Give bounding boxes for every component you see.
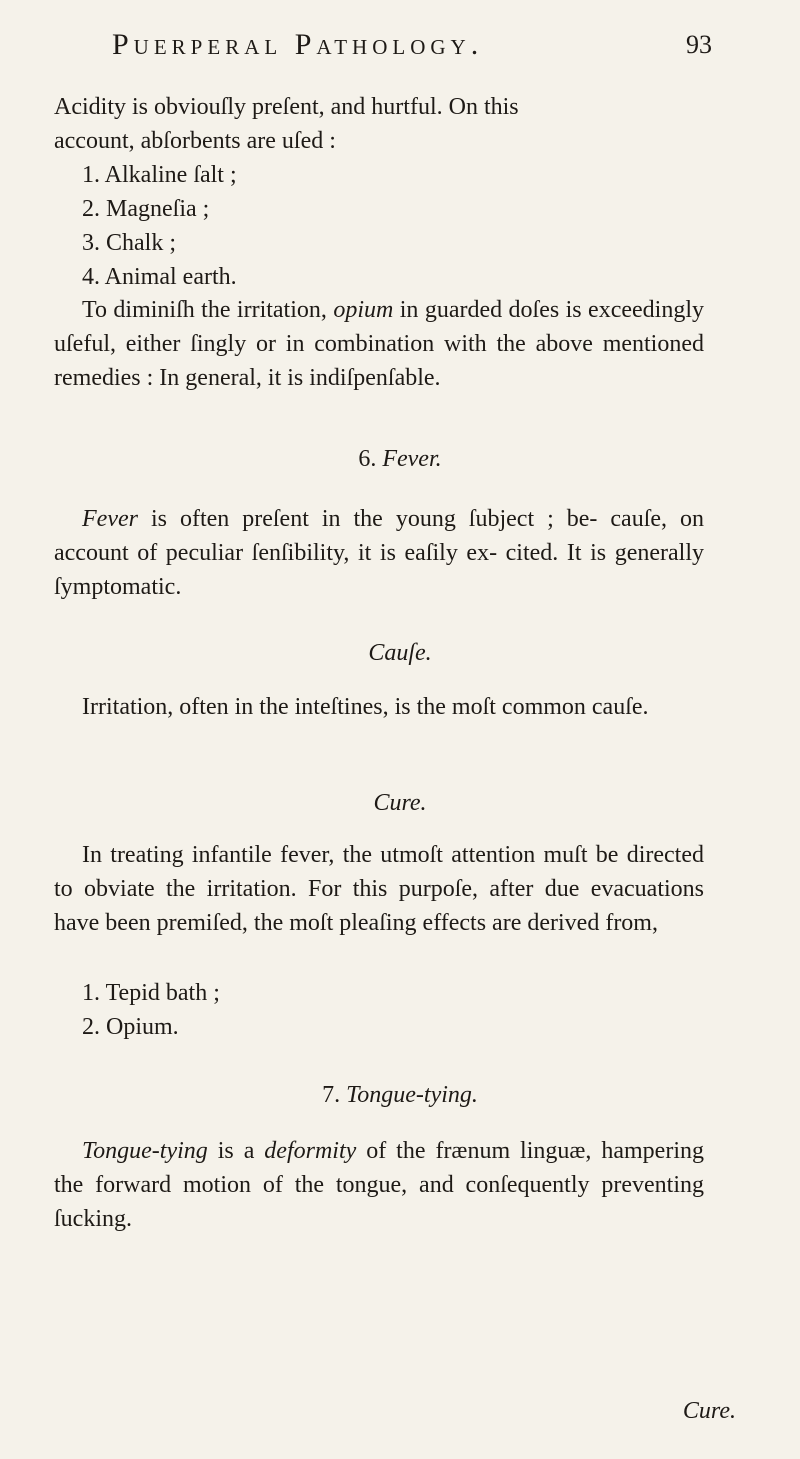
absorbent-item-2: 2. Magneſia ; [82,196,210,222]
fever-paragraph [54,502,704,604]
page-number: 93 [686,30,712,59]
section-number: 7. [322,1082,347,1108]
section-title: Tongue-tying. [346,1082,478,1108]
tongue-tying-term: Tongue-tying [82,1138,208,1164]
running-head [112,28,712,68]
cure-item-2: 2. Opium. [82,1014,179,1040]
absorbent-item-4: 4. Animal earth. [82,264,237,290]
opium-paragraph-start: To diminiſh the irritation, [82,297,334,323]
tongue-tying-paragraph-rest: of the frænum linguæ, hampering the forward motion of the tongue, and conſequently preventing ſucking. [54,1138,704,1232]
absorbent-item-1: 1. Alkaline ſalt ; [82,162,237,188]
tongue-tying-paragraph [54,1134,704,1236]
opium-term: opium [333,297,394,323]
acidity-intro-line-1: Acidity is obviouſly preſent, and hurtful. On this [54,94,519,120]
fever-term: Fever [82,506,138,532]
catchword: Cure. [682,1398,736,1424]
tongue-tying-connector: is a [207,1138,265,1164]
opium-paragraph-rest: in guarded doſes is exceedingly uſeful, either ſingly or in combination with the above mentioned remedies : In general, it is indiſpenſable. [54,297,704,391]
cause-paragraph: Irritation, often in the inteſtines, is the moſt common cauſe. [82,694,649,720]
section-heading-fever [0,446,800,473]
section-number: 6. [358,446,383,472]
cure-item-1: 1. Tepid bath ; [82,980,220,1006]
subheading-cause: Cauſe. [368,640,432,666]
subheading-cure: Cure. [373,790,427,816]
section-title: Fever. [382,446,442,472]
running-title: Puerperal Pathology. [112,28,484,61]
cure-paragraph: In treating infantile fever, the utmoſt attention muſt be directed to obviate the irritation. For this purpoſe, after due evacuations have been premiſed, the moſt pleaſing effects are derived from, [54,842,704,936]
deformity-term: deformity [264,1138,357,1164]
fever-paragraph-rest: is often preſent in the young ſubject ; be- cauſe, on account of peculiar ſenſibility, it is eaſily ex- cited. It is generally ſymptomatic. [54,506,704,600]
opium-paragraph [54,293,704,395]
acidity-intro-line-2: account, abſorbents are uſed : [54,128,336,154]
section-heading-tongue-tying [0,1082,800,1109]
absorbent-item-3: 3. Chalk ; [82,230,176,256]
